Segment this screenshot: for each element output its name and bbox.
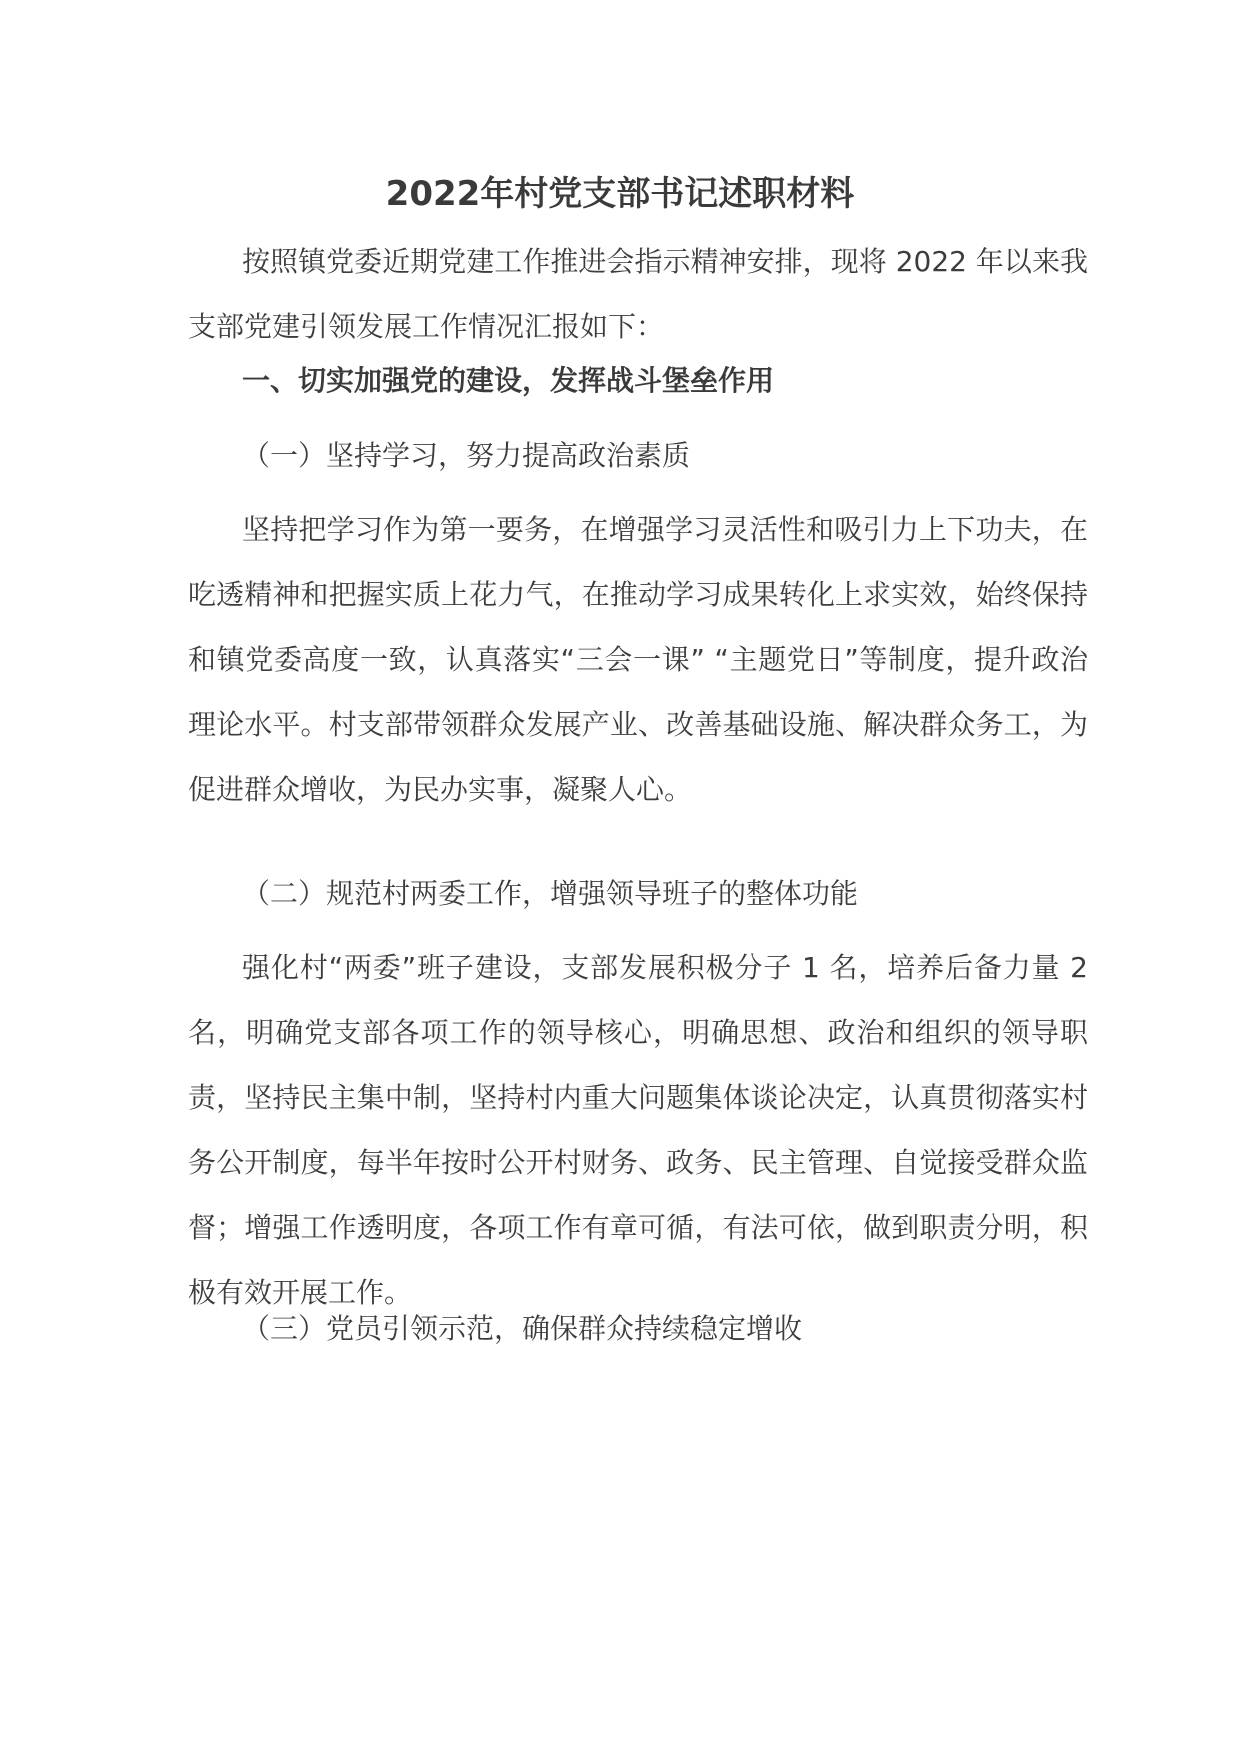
subsection-2-body: 强化村“两委”班子建设，支部发展积极分子 1 名，培养后备力量 2 名，明确党支部各项工作的领导核心，明确思想、政治和组织的领导职责，坚持民主集中制，坚持村内重大问题集体谈论决定，认真贯彻落实村务公开制度，每半年按时公开村财务、政务、民主管理、自觉接受群众监督；增强工作透明度，各项工作有章可循，有法可依，做到职责分明，积极有效开展工作。: [188, 951, 1088, 1309]
section-1-heading: 一、切实加强党的建设，发挥战斗堡垒作用: [242, 364, 775, 397]
document-title: 2022年村党支部书记述职材料: [385, 174, 855, 214]
subsection-1-body: 坚持把学习作为第一要务，在增强学习灵活性和吸引力上下功夫，在吃透精神和把握实质上花力气，在推动学习成果转化上求实效，始终保持和镇党委高度一致，认真落实“三会一课” “主题党日”等制度，提升政治理论水平。村支部带领群众发展产业、改善基础设施、解决群众务工，为促进群众增收，为民办实事，凝聚人心。: [188, 513, 1088, 806]
subsection-2-heading: （二）规范村两委工作，增强领导班子的整体功能: [242, 877, 859, 910]
subsection-1-heading: （一）坚持学习，努力提高政治素质: [242, 439, 691, 472]
intro-paragraph: 按照镇党委近期党建工作推进会指示精神安排，现将 2022 年以来我支部党建引领发展工作情况汇报如下：: [188, 245, 1088, 343]
subsection-3-heading: （三）党员引领示范，确保群众持续稳定增收: [242, 1312, 803, 1345]
